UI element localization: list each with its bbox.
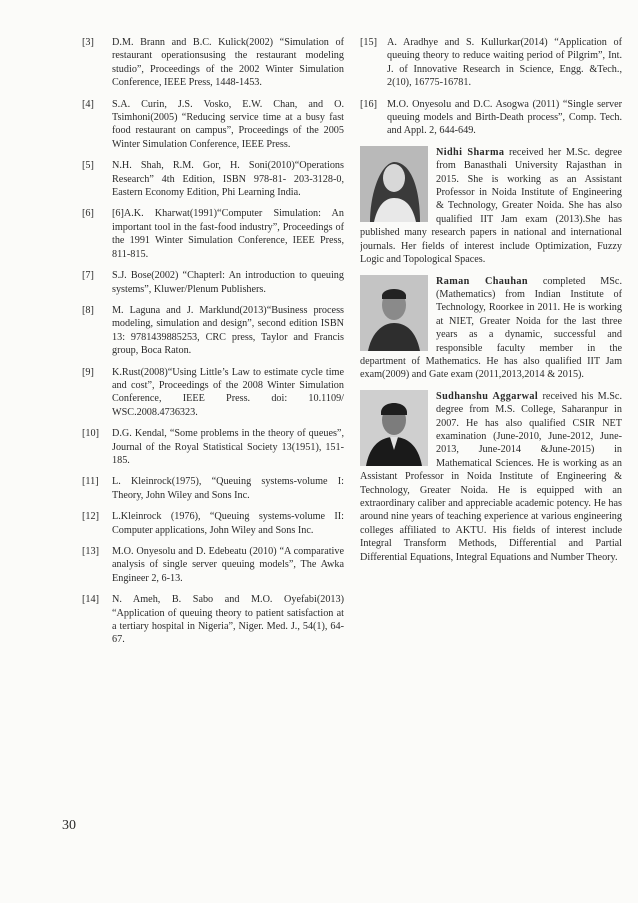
reference-item: [9] K.Rust(2008)“Using Little’s Law to estimate cycle time and cost”, Proceedings of the 2008 Winter Simulation Conference, IEEE Press. doi: 10.1109/ WSC.2008.4736323. (82, 366, 344, 418)
author-bio-raman-chauhan: Raman Chauhan completed MSc. (Mathematics) from Indian Institute of Technology, Roorkee in 2011. He is working at NIET, Greater Noida for the last three years as a dynamic, successful and responsible faculty member in the department of Mathematics. He has also qualified IIT Jam exam(2009) and Gate exam (2011,2013,2014 & 2015). (360, 275, 622, 381)
reference-item: [5] N.H. Shah, R.M. Gor, H. Soni(2010)“Operations Research” 4th Edition, ISBN 978-81- 203-3128-0, Eastern Economy Edition, Phi Learning India. (82, 160, 344, 199)
reference-item: [12] L.Kleinrock (1976), “Queuing systems-volume II: Computer applications, John Wiley and Sons Inc. (82, 511, 344, 536)
author-photo (360, 390, 428, 466)
reference-item: [3] D.M. Brann and B.C. Kulick(2002) “Simulation of restaurant operationsusing the restaurant modeling studio”, Proceedings of the 2002 Winter Simulation Conference, IEEE Press, 1448-1453. (82, 37, 344, 89)
author-bio-nidhi-sharma: Nidhi Sharma received her M.Sc. degree from Banasthali University Rajasthan in 2015. She is working as an Assistant Professor in Noida Institute of Engineering & Technology, Greater Noida. She has also qualified IIT Jam exam (2013).She has published many research papers in national and international journals. Her fields of interest include Optimization, Fuzzy Logic and Topological Spaces. (360, 146, 622, 266)
reference-item: [6] [6]A.K. Kharwat(1991)“Computer Simulation: An important tool in the fast-food industry”, Proceedings of the 1991 Winter Simulation Conference, IEEE Press, 811-815. (82, 208, 344, 260)
author-photo (360, 275, 428, 351)
portrait-icon (360, 390, 428, 466)
right-column (360, 36, 622, 572)
reference-item: [14] N. Ameh, B. Sabo and M.O. Oyefabi(2013) “Application of queuing theory to patient satisfaction at a tertiary hospital in Nigeria”, Niger. Med. J., 54(1), 64-67. (82, 594, 344, 646)
reference-item: [10] D.G. Kendal, “Some problems in the theory of queues”, Journal of the Royal Statistical Society 13(1951), 151-185. (82, 428, 344, 466)
references-left-column (82, 36, 344, 655)
portrait-icon (360, 275, 428, 351)
reference-item: [11] L. Kleinrock(1975), “Queuing systems-volume I: Theory, John Wiley and Sons Inc. (82, 476, 344, 501)
reference-item: [16] M.O. Onyesolu and D.C. Asogwa (2011) “Single server queuing models and Birth-Death process”, Comp. Tech. and Appl. 2, 644-649. (360, 98, 622, 137)
author-photo (360, 146, 428, 222)
reference-item: [4] S.A. Curin, J.S. Vosko, E.W. Chan, and O. Tsimhoni(2005) “Reducing service time at a busy fast food restaurant on campus”, Proceedings of the 2005 Winter Simulation Conference, IEEE Press. (82, 98, 344, 150)
page-number: 30 (62, 818, 76, 833)
portrait-icon (360, 146, 428, 222)
author-bio-sudhanshu-aggarwal: Sudhanshu Aggarwal received his M.Sc. degree from M.S. College, Saharanpur in 2007. He has also qualified CSIR NET examination (June-2010, June-2012, June-2013, June-2014 &June-2015) in Mathematical Sciences. He is working as an Assistant Professor in Noida Institute of Engineering & Technology, Greater Noida. He is equipped with an extraordinary caliber and appreciable academic potency. He has around nine years of teaching experience at various engineering colleges affiliated to AKTU. His fields of interest include Integral Transform Methods, Differential and Partial Differential Equations, Integral Equations and Number Theory. (360, 390, 622, 563)
reference-item: [8] M. Laguna and J. Marklund(2013)“Business process modeling, simulation and design”, second edition ISBN 13: 9781439885253, CRC press, Taylor and Francis group, Boca Raton. (82, 304, 344, 357)
reference-item: [13] M.O. Onyesolu and D. Edebeatu (2010) “A comparative analysis of single server queuing models”, The Awka Engineer 2, 6-13. (82, 546, 344, 584)
reference-item: [7] S.J. Bose(2002) “Chapterl: An introduction to queuing systems”, Kluwer/Plenum Publishers. (82, 270, 344, 295)
reference-item: [15] A. Aradhye and S. Kullurkar(2014) “Application of queuing theory to reduce waiting period of Pilgrim”, Int. J. of Innovative Research in Science, Engg. &Tech., 2(10), 16775-16781. (360, 37, 622, 89)
